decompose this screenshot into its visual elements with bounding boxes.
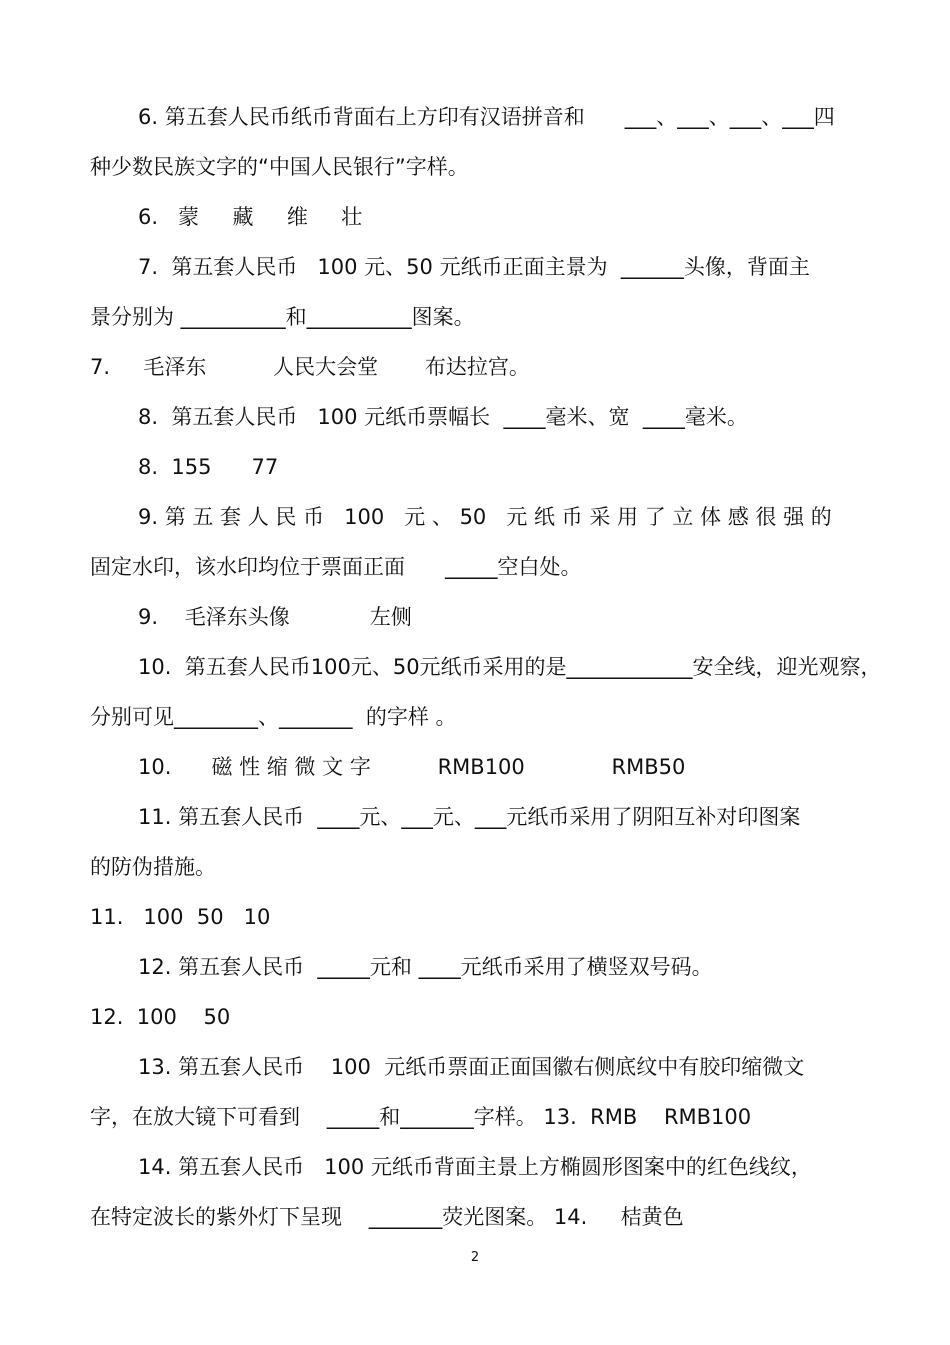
answer-8: 8. 155 77 <box>138 455 279 479</box>
question-10-line-1: 10. 第五套人民币100元、50元纸币采用的是____________安全线，迎光观察， <box>138 655 882 679</box>
question-14-line-2: 在特定波长的紫外灯下呈现 _______荧光图案。 14. 桔黄色 <box>90 1205 684 1229</box>
answer-11: 11. 100 50 10 <box>90 905 271 929</box>
question-10-line-2: 分别可见________、_______ 的字样 。 <box>90 705 457 729</box>
answer-12: 12. 100 50 <box>90 1005 231 1029</box>
question-8: 8. 第五套人民币 100 元纸币票幅长 ____毫米、宽 ____毫米。 <box>138 405 748 429</box>
question-14-line-1: 14. 第五套人民币 100 元纸币背面主景上方椭圆形图案中的红色线纹， <box>138 1155 812 1179</box>
question-7-line-1: 7. 第五套人民币 100 元、50 元纸币正面主景为 ______头像，背面主 <box>138 255 810 279</box>
question-7-line-2: 景分别为 __________和__________图案。 <box>90 305 475 329</box>
question-13-line-2: 字，在放大镜下可看到 _____和_______字样。 13. RMB RMB100 <box>90 1105 752 1129</box>
answer-7: 7. 毛泽东 人民大会堂 布达拉宫。 <box>90 355 530 379</box>
answer-10: 10. 磁 性 缩 微 文 字 RMB100 RMB50 <box>138 755 686 779</box>
question-12: 12. 第五套人民币 _____元和 ____元纸币采用了横竖双号码。 <box>138 955 713 979</box>
answer-9: 9. 毛泽东头像 左侧 <box>138 605 412 629</box>
question-6-line-1: 6. 第五套人民币纸币背面右上方印有汉语拼音和 ___、___、___、___四 <box>138 105 835 129</box>
question-9-line-2: 固定水印，该水印均位于票面正面 _____空白处。 <box>90 555 582 579</box>
question-11-line-1: 11. 第五套人民币 ____元、___元、___元纸币采用了阴阳互补对印图案 <box>138 805 801 829</box>
question-9-line-1: 9. 第 五 套 人 民 币 100 元 、 50 元 纸 币 采 用 了 立 体 感 很 强 的 <box>138 505 832 529</box>
question-11-line-2: 的防伪措施。 <box>90 855 216 879</box>
question-13-line-1: 13. 第五套人民币 100 元纸币票面正面国徽右侧底纹中有胶印缩微文 <box>138 1055 805 1079</box>
page-number: 2 <box>470 1250 480 1265</box>
answer-6: 6. 蒙 藏 维 壮 <box>138 205 363 229</box>
question-6-line-2: 种少数民族文字的“中国人民银行”字样。 <box>90 155 469 179</box>
